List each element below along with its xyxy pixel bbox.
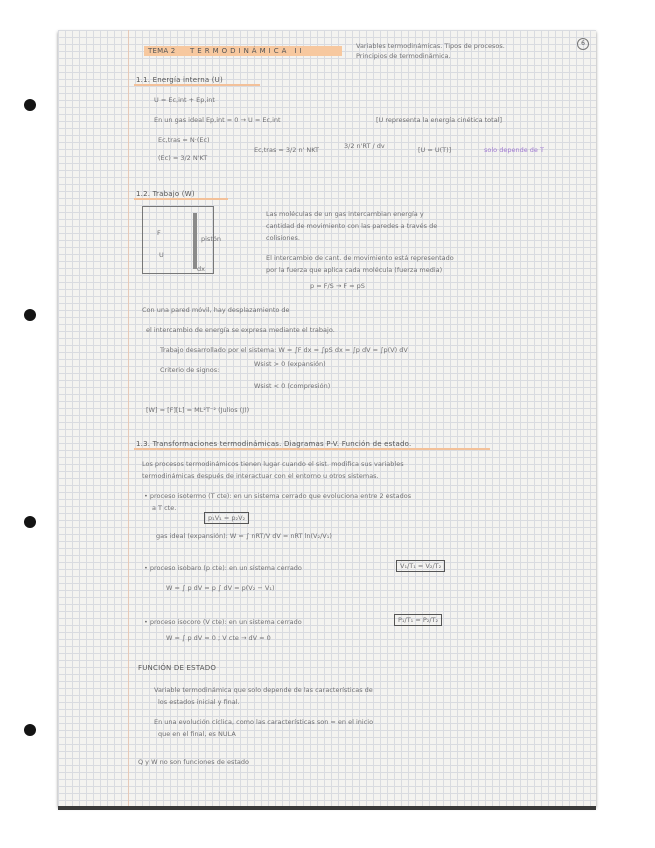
diagram-dx-label: dx bbox=[197, 265, 205, 273]
notebook-page bbox=[58, 30, 596, 806]
s1-line3a: Ec,tras = N·(Ec) bbox=[158, 136, 210, 144]
binder-hole-4 bbox=[24, 724, 36, 736]
s3-iso-t-gas: gas ideal (expansión): W = ∫ nRT/V dV = nRT ln(V₂/V₁) bbox=[156, 532, 332, 540]
diagram-u-label: U bbox=[159, 251, 164, 259]
s1-line2: En un gas ideal Ep,int = 0 → U = Ec,int bbox=[154, 116, 281, 124]
section4-heading: FUNCIÓN DE ESTADO bbox=[138, 664, 217, 672]
subtitle-line1: Variables termodinámicas. Tipos de procesos. bbox=[356, 42, 505, 50]
s2-units: [W] = [F][L] = ML²T⁻² (Julios (J)) bbox=[146, 406, 250, 414]
diagram-force-label: F bbox=[157, 229, 161, 237]
binder-hole-1 bbox=[24, 99, 36, 111]
section2-underline bbox=[134, 198, 228, 200]
piston-diagram bbox=[142, 206, 221, 274]
s1-line2-note: [U representa la energía cinética total] bbox=[376, 116, 503, 124]
page-bottom-edge bbox=[58, 806, 596, 810]
s3-iso-v-line: • proceso isocoro (V cte): en un sistema cerrado bbox=[144, 618, 302, 626]
section1-underline bbox=[134, 84, 260, 86]
s2-line-exchange: el intercambio de energía se expresa mediante el trabajo. bbox=[146, 326, 335, 334]
binder-hole-3 bbox=[24, 516, 36, 528]
s1-line3e: [U = U(T)] bbox=[418, 146, 452, 154]
margin-line bbox=[128, 30, 129, 806]
page-number: 6 bbox=[577, 38, 589, 50]
s2-line-wall: Con una pared móvil, hay desplazamiento de bbox=[142, 306, 290, 314]
s2-para1-line2: cantidad de movimiento con las paredes a través de bbox=[266, 222, 438, 230]
s3-iso-p-box: V₁/T₁ = V₂/T₂ bbox=[396, 560, 445, 572]
s2-sign-pos: Wsist > 0 (expansión) bbox=[254, 360, 326, 368]
s3-iso-t-box: p₁V₁ = p₂V₂ bbox=[204, 512, 249, 524]
s2-signs-label: Criterio de signos: bbox=[160, 366, 220, 374]
s4-line2: los estados inicial y final. bbox=[158, 698, 240, 706]
s4-line1: Variable termodinámica que solo depende de las características de bbox=[154, 686, 373, 694]
s1-line3c: Ec,tras = 3/2 n' NKT bbox=[254, 146, 320, 154]
s4-line4: que en el final, es NULA bbox=[158, 730, 236, 738]
section2-heading: 1.2. Trabajo (W) bbox=[136, 190, 195, 198]
binder-hole-2 bbox=[24, 309, 36, 321]
s2-para1-line3: colisiones. bbox=[266, 234, 300, 242]
section3-underline bbox=[134, 448, 490, 450]
page-title: TERMODINÁMICA II bbox=[190, 47, 305, 55]
s3-iso-p-work: W = ∫ p dV = p ∫ dV = p(V₂ − V₁) bbox=[166, 584, 275, 592]
s2-sign-neg: Wsist < 0 (compresión) bbox=[254, 382, 331, 390]
subtitle-line2: Principios de termodinámica. bbox=[356, 52, 451, 60]
section3-heading: 1.3. Transformaciones termodinámicas. Diagramas P-V. Función de estado. bbox=[136, 440, 412, 448]
piston-rod bbox=[193, 213, 197, 269]
s3-iso-v-work: W = ∫ p dV = 0 ; V cte → dV = 0 bbox=[166, 634, 271, 642]
s1-line3f: solo depende de T bbox=[484, 146, 544, 154]
diagram-piston-label: pistón bbox=[201, 235, 221, 243]
s2-para1-line1: Las moléculas de un gas intercambian energía y bbox=[266, 210, 424, 218]
s3-iso-t-line2: a T cte. bbox=[152, 504, 177, 512]
tema-label: TEMA 2 bbox=[148, 47, 176, 55]
s3-intro-line2: termodinámicas después de interactuar con el entorno u otros sistemas. bbox=[142, 472, 379, 480]
s2-line-work: Trabajo desarrollado por el sistema: W = ∫F dx = ∫pS dx = ∫p dV = ∫p(V) dV bbox=[160, 346, 408, 354]
s4-line5: Q y W no son funciones de estado bbox=[138, 758, 249, 766]
s2-para2-line2: por la fuerza que aplica cada molécula (fuerza media) bbox=[266, 266, 443, 274]
s2-formula-p: p = F/S → F = pS bbox=[310, 282, 365, 290]
s4-line3: En una evolución cíclica, como las características son = en el inicio bbox=[154, 718, 374, 726]
s3-iso-t-line1: • proceso isotermo (T cte): en un sistema cerrado que evoluciona entre 2 estados bbox=[144, 492, 412, 500]
s1-line1: U = Ec,int + Ep,int bbox=[154, 96, 215, 104]
section1-heading: 1.1. Energía interna (U) bbox=[136, 76, 223, 84]
s1-line3d: 3/2 n'RT / dv bbox=[344, 142, 385, 150]
s1-line3b: (Ec) = 3/2 N'KT bbox=[158, 154, 208, 162]
s3-iso-p-line: • proceso isobaro (p cte): en un sistema cerrado bbox=[144, 564, 302, 572]
s3-intro-line1: Los procesos termodinámicos tienen lugar cuando el sist. modifica sus variables bbox=[142, 460, 404, 468]
s3-iso-v-box: P₁/T₁ = P₂/T₂ bbox=[394, 614, 442, 626]
s2-para2-line1: El intercambio de cant. de movimiento está representado bbox=[266, 254, 454, 262]
